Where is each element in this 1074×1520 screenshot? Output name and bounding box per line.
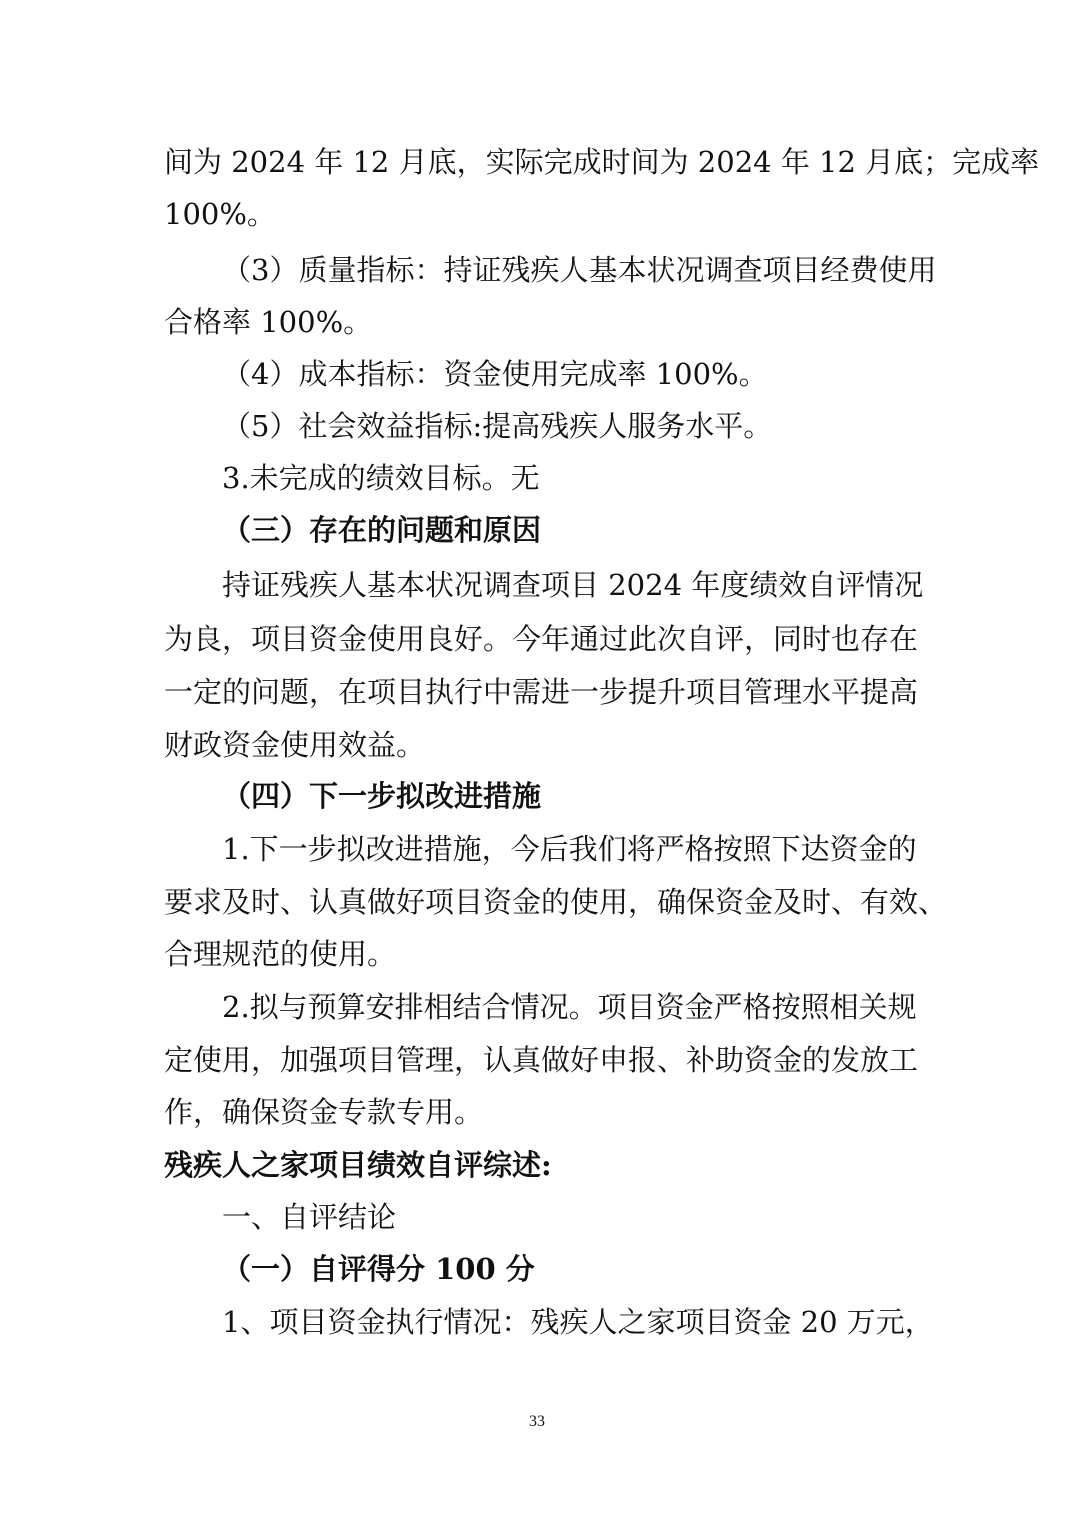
text-line: 要求及时、认真做好项目资金的使用，确保资金及时、有效、	[164, 885, 948, 919]
text-line: 合格率 100%。	[164, 305, 373, 339]
section-heading: （四）下一步拟改进措施	[222, 779, 542, 813]
text-line: （5）社会效益指标:提高残疾人服务水平。	[222, 409, 773, 443]
text-line: 定使用，加强项目管理，认真做好申报、补助资金的发放工	[164, 1043, 919, 1077]
text-line: 1、项目资金执行情况：残疾人之家项目资金 20 万元，	[222, 1305, 934, 1339]
text-line: 合理规范的使用。	[164, 937, 397, 971]
text-line: 100%。	[164, 197, 276, 231]
section-heading: 一、自评结论	[222, 1200, 397, 1234]
text-line: 间为 2024 年 12 月底，实际完成时间为 2024 年 12 月底；完成率	[164, 145, 1040, 179]
section-heading: （一）自评得分 100 分	[222, 1252, 535, 1286]
text-line: 3.未完成的绩效目标。无	[222, 461, 540, 495]
page-number: 33	[529, 1413, 545, 1430]
text-line: 2.拟与预算安排相结合情况。项目资金严格按照相关规	[222, 990, 917, 1024]
text-line: 为良，项目资金使用良好。今年通过此次自评，同时也存在	[164, 622, 919, 656]
text-line: 一定的问题，在项目执行中需进一步提升项目管理水平提高	[164, 675, 919, 709]
section-heading: （三）存在的问题和原因	[222, 513, 542, 547]
text-line: 1.下一步拟改进措施，今后我们将严格按照下达资金的	[222, 832, 917, 866]
text-line: 财政资金使用效益。	[164, 728, 426, 762]
text-line: （4）成本指标：资金使用完成率 100%。	[222, 357, 768, 391]
text-line: （3）质量指标：持证残疾人基本状况调查项目经费使用	[222, 253, 937, 287]
project-heading: 残疾人之家项目绩效自评综述:	[164, 1148, 552, 1182]
text-line: 作，确保资金专款专用。	[164, 1095, 484, 1129]
text-line: 持证残疾人基本状况调查项目 2024 年度绩效自评情况	[222, 568, 924, 602]
